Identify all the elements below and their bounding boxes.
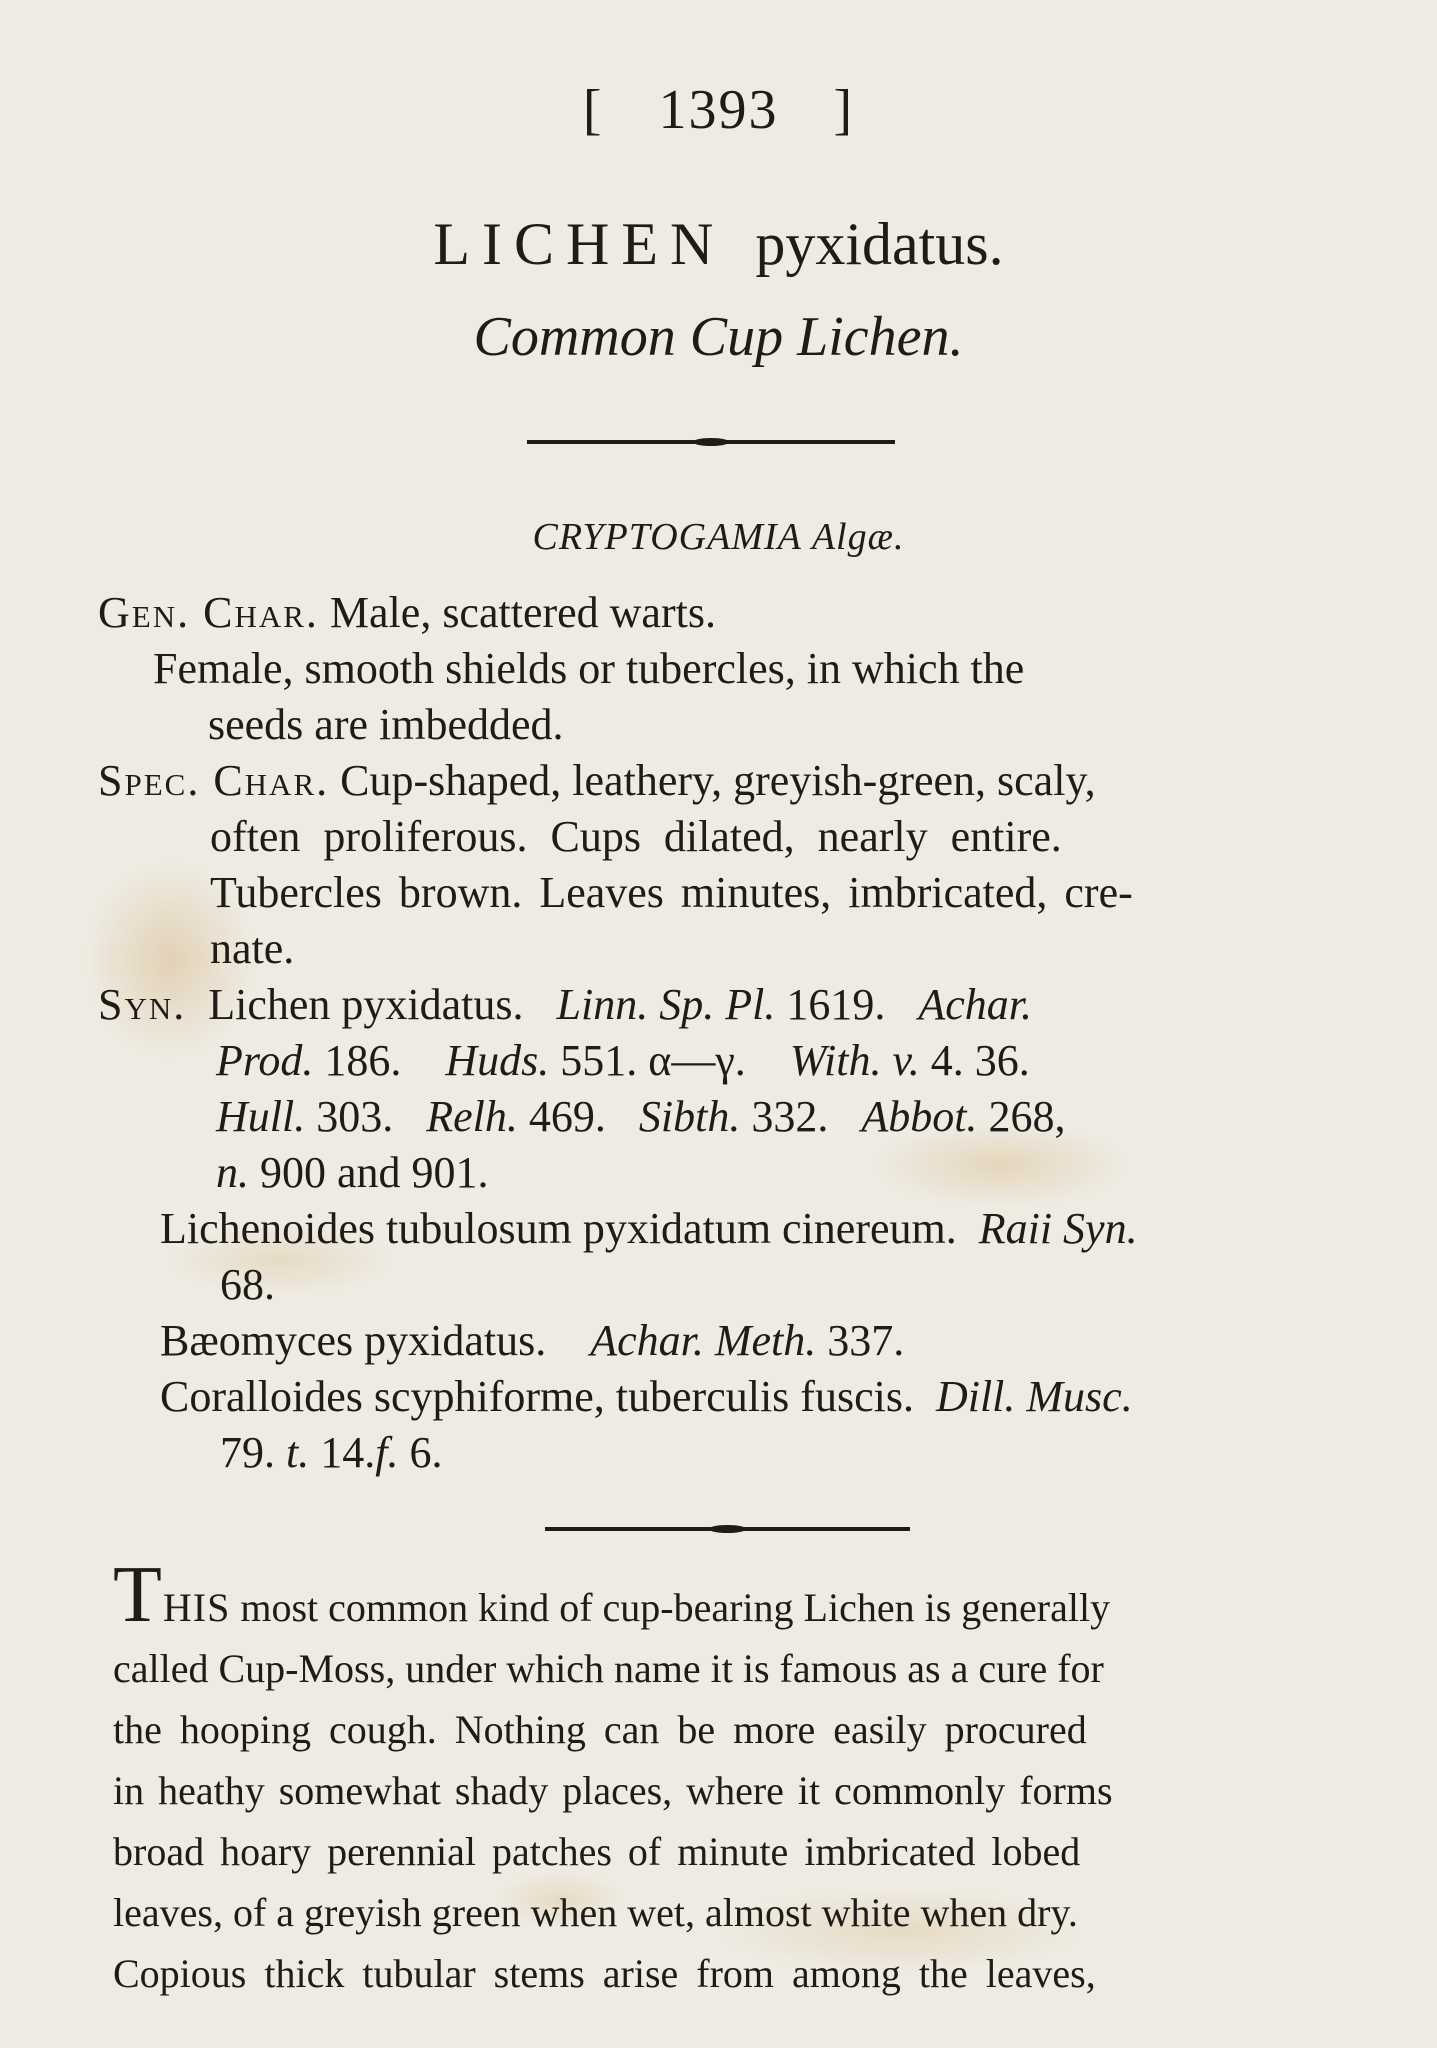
page-title — [0, 210, 1437, 279]
syn-line5-a: Lichenoides tubulosum pyxidatum cinereum. — [160, 1204, 957, 1253]
syn-line7-c: 337. — [827, 1316, 905, 1365]
drop-cap: T — [113, 1551, 163, 1639]
syn-line4-b: 900 and 901. — [260, 1148, 489, 1197]
syn-line8-b: Dill. Musc. — [935, 1372, 1133, 1421]
left-bracket: [ — [582, 79, 604, 141]
common-name: Common Cup Lichen. — [473, 306, 964, 368]
characters-section — [98, 585, 1338, 1481]
syn-line2-d: 551. α—γ. — [560, 1036, 746, 1085]
spec-char-text3: Tubercles brown. Leaves minutes, imbricated, cre- — [210, 868, 1133, 917]
syn-line7-b: Achar. Meth. — [590, 1316, 817, 1365]
syn-line2-e: With. v. — [789, 1036, 920, 1085]
bottom-divider — [545, 1527, 910, 1531]
gen-char-line2: Female, smooth shields or tubercles, in which the — [153, 644, 1025, 693]
class-name: CRYPTOGAMIA — [532, 516, 802, 558]
syn-line1-d: Achar. — [918, 980, 1032, 1029]
syn-line9-a: 79. — [220, 1428, 275, 1477]
top-divider — [527, 440, 895, 444]
syn-label: Syn. — [98, 980, 187, 1029]
syn-line3-f: 332. — [751, 1092, 829, 1141]
body-line2: called Cup-Moss, under which name it is famous as a cure for — [113, 1646, 1104, 1691]
syn-line9-b: t. — [286, 1428, 310, 1477]
syn-line2-f: 4. 36. — [930, 1036, 1030, 1085]
syn-line3-e: Sibth. — [638, 1092, 741, 1141]
syn-line1-b: Linn. Sp. Pl. — [556, 980, 776, 1029]
classification — [0, 515, 1437, 559]
genus-name: LICHEN — [433, 211, 726, 277]
syn-line6: 68. — [220, 1260, 275, 1309]
body-line6: leaves, of a greyish green when wet, almost white when dry. — [113, 1890, 1078, 1935]
synonyms — [98, 977, 1338, 1481]
drop-cap-continuation: HIS — [162, 1585, 231, 1630]
syn-line2-b: 186. — [324, 1036, 402, 1085]
body-text — [113, 1551, 1343, 2004]
spec-char-text4: nate. — [210, 924, 295, 973]
syn-line1-c: 1619. — [786, 980, 886, 1029]
specific-character — [98, 753, 1338, 977]
syn-line5-b: Raii Syn. — [978, 1204, 1138, 1253]
syn-line3-g: Abbot. — [861, 1092, 978, 1141]
syn-line8-a: Coralloides scyphiforme, tuberculis fuscis. — [160, 1372, 914, 1421]
body-line4: in heathy somewhat shady places, where it commonly forms — [113, 1768, 1113, 1813]
gen-char-line3: seeds are imbedded. — [208, 700, 564, 749]
syn-line3-c: Relh. — [426, 1092, 518, 1141]
body-line1: most common kind of cup-bearing Lichen is generally — [240, 1585, 1111, 1630]
generic-character — [98, 585, 1338, 753]
right-bracket: ] — [833, 79, 855, 141]
gen-char-label: Gen. Char. — [98, 588, 319, 637]
syn-line3-d: 469. — [528, 1092, 606, 1141]
body-line5: broad hoary perennial patches of minute imbricated lobed — [113, 1829, 1081, 1874]
body-line3: the hooping cough. Nothing can be more easily procured — [113, 1707, 1087, 1752]
syn-line3-a: Hull. — [216, 1092, 306, 1141]
syn-line3-h: 268, — [988, 1092, 1066, 1141]
body-line7: Copious thick tubular stems arise from among the leaves, — [113, 1951, 1096, 1996]
gen-char-line1: Male, scattered warts. — [329, 588, 716, 637]
spec-char-label: Spec. Char. — [98, 756, 330, 805]
syn-line1-a: Lichen pyxidatus. — [208, 980, 524, 1029]
page-number — [0, 78, 1437, 142]
syn-line3-b: 303. — [316, 1092, 394, 1141]
page-number-value: 1393 — [658, 79, 779, 141]
syn-line9-d: f. — [375, 1428, 399, 1477]
species-name: pyxidatus. — [755, 211, 1004, 277]
syn-line9-c: 14. — [320, 1428, 376, 1477]
syn-line4-a: n. — [216, 1148, 249, 1197]
syn-line7-a: Bæomyces pyxidatus. — [160, 1316, 547, 1365]
syn-line2-c: Huds. — [445, 1036, 550, 1085]
spec-char-text1: Cup-shaped, leathery, greyish-green, scaly, — [340, 756, 1096, 805]
spec-char-text2: often proliferous. Cups dilated, nearly entire. — [210, 812, 1062, 861]
syn-line9-e: 6. — [409, 1428, 443, 1477]
order-name: Algæ. — [811, 516, 905, 558]
syn-line2-a: Prod. — [216, 1036, 314, 1085]
